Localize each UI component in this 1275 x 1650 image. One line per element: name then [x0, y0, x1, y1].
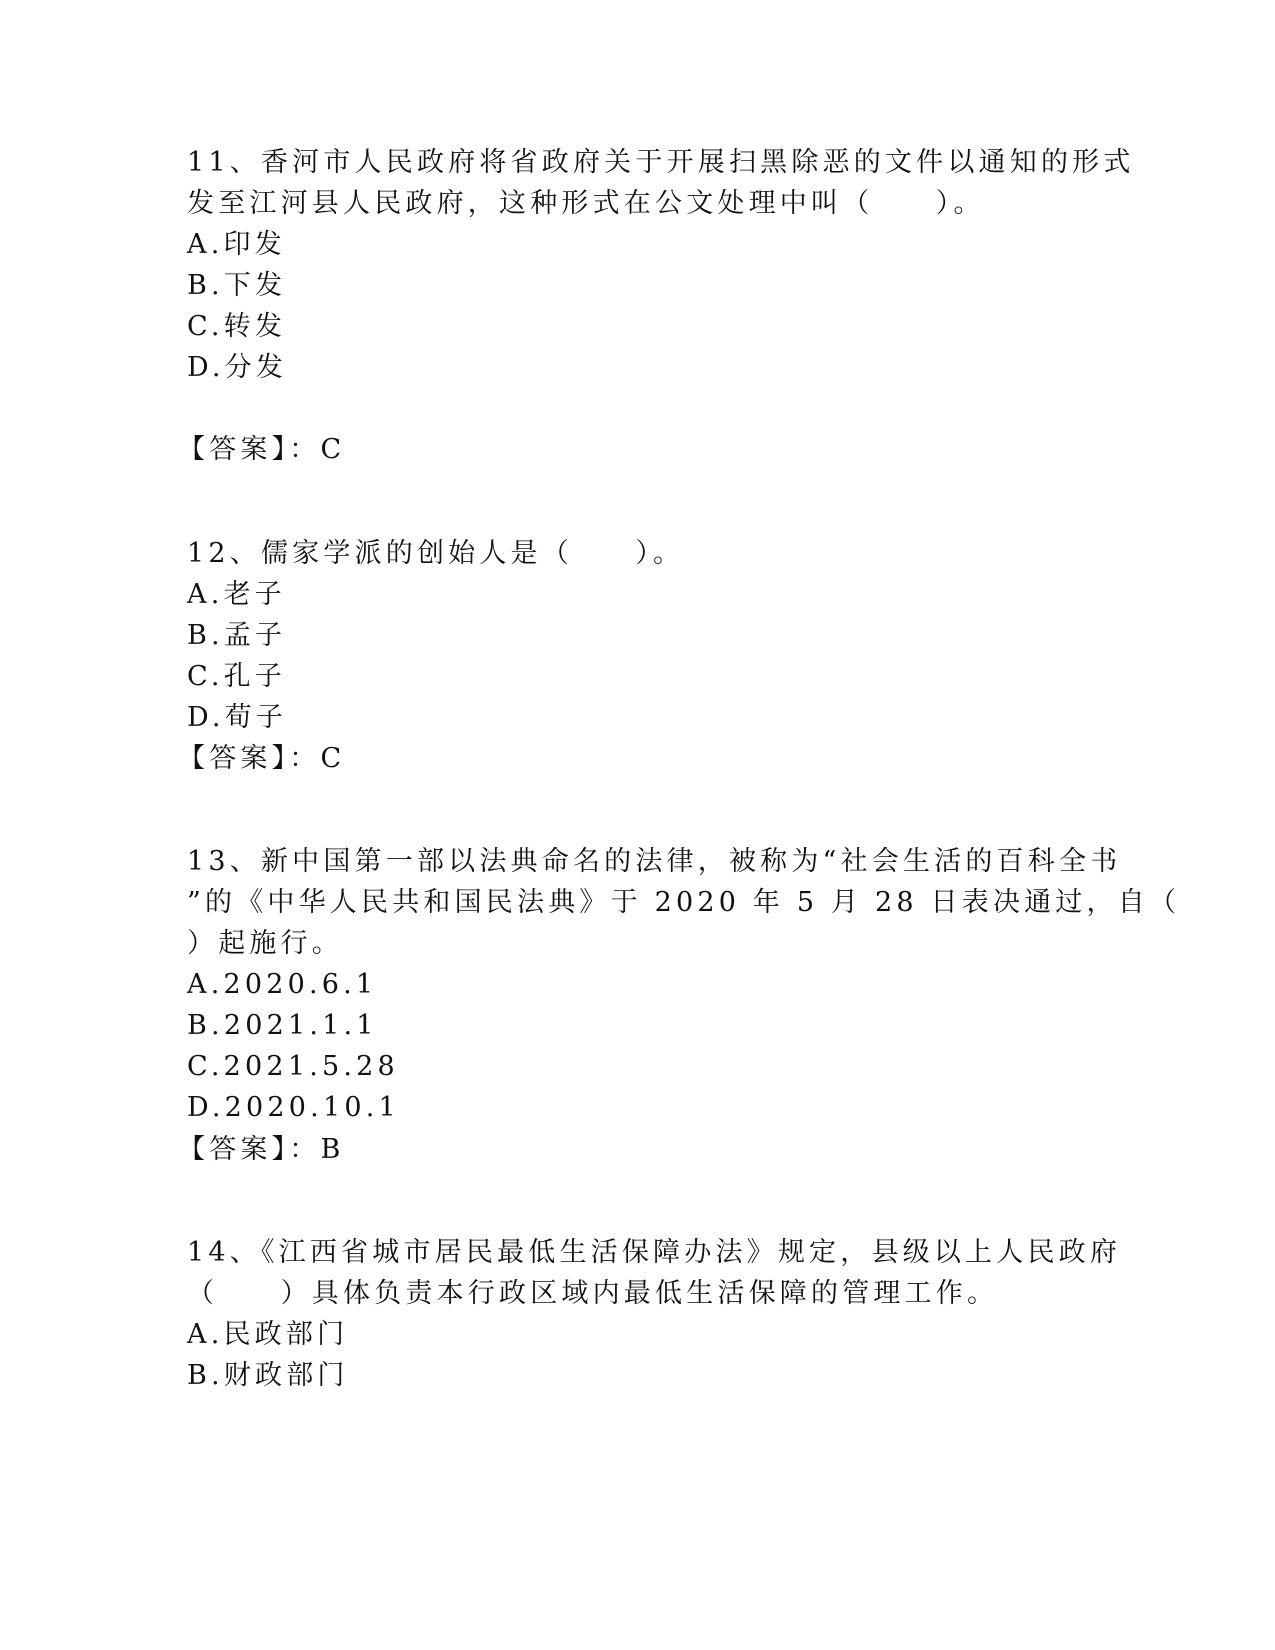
answer-line: 【答案】：C	[178, 434, 346, 465]
option-b: B.下发	[187, 270, 287, 301]
question-stem-line: ）起施行。	[187, 928, 343, 959]
question-stem-line: 13、新中国第一部以法典命名的法律，被称为“社会生活的百科全书	[187, 846, 1122, 877]
question-stem-line: ”的《中华人民共和国民法典》于 2020 年 5 月 28 日表决通过，自（	[187, 887, 1181, 918]
answer-line: 【答案】：B	[178, 1134, 345, 1165]
question-stem-line: 12、儒家学派的创始人是（ ）。	[187, 538, 685, 569]
option-c: C.2021.5.28	[187, 1051, 399, 1082]
option-d: D.分发	[187, 352, 288, 383]
answer-line: 【答案】：C	[178, 743, 346, 774]
question-stem-line: 发至江河县人民政府，这种形式在公文处理中叫（ ）。	[187, 188, 985, 219]
option-a: A.印发	[187, 229, 286, 260]
option-c: C.转发	[187, 311, 287, 342]
question-stem-line: 14、《江西省城市居民最低生活保障办法》规定，县级以上人民政府	[187, 1237, 1122, 1268]
question-stem-line: （ ）具体负责本行政区域内最低生活保障的管理工作。	[187, 1278, 999, 1309]
option-b: B.2021.1.1	[187, 1010, 378, 1041]
question-stem-line: 11、香河市人民政府将省政府关于开展扫黑除恶的文件以通知的形式	[187, 147, 1135, 178]
option-b: B.孟子	[187, 620, 287, 651]
option-d: D.荀子	[187, 702, 288, 733]
option-a: A.2020.6.1	[187, 969, 378, 1000]
option-b: B.财政部门	[187, 1360, 349, 1391]
option-c: C.孔子	[187, 661, 287, 692]
option-a: A.民政部门	[187, 1319, 349, 1350]
option-a: A.老子	[187, 579, 286, 610]
option-d: D.2020.10.1	[187, 1092, 400, 1123]
